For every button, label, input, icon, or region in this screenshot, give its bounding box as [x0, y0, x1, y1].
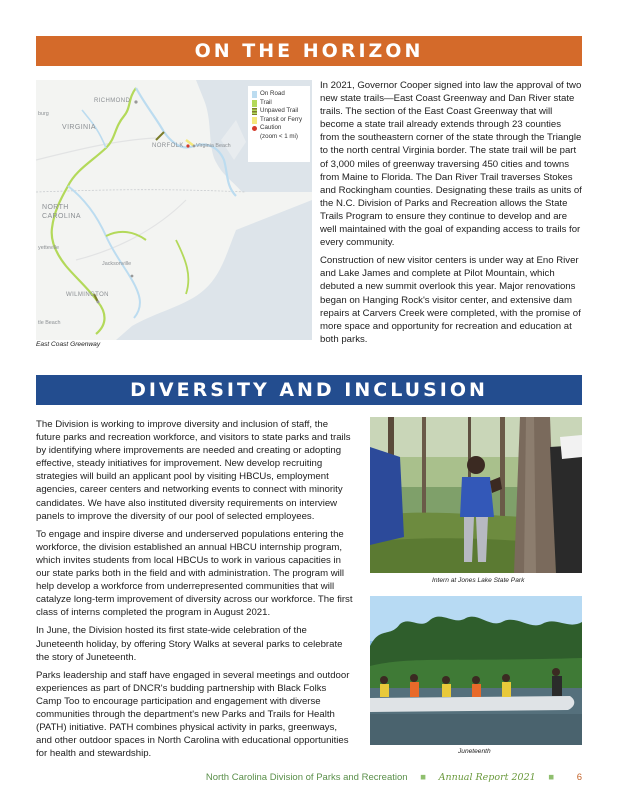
map-label-north: NORTH: [42, 204, 69, 211]
legend-on-road: On Road: [252, 90, 306, 99]
map-label-burg: burg: [38, 111, 49, 117]
map-caption: East Coast Greenway: [36, 341, 101, 348]
legend-unpaved: Unpaved Trail: [252, 107, 306, 116]
map-label-fayetteville: yetteville: [38, 245, 59, 251]
map-label-jacksonville: Jacksonville: [102, 261, 132, 267]
horizon-title: ON THE HORIZON: [194, 40, 424, 62]
map-label-wilmington: WILMINGTON: [66, 292, 109, 298]
diversity-title: DIVERSITY AND INCLUSION: [130, 379, 488, 401]
horizon-paragraph-2: Construction of new visitor centers is under way at Eno River and Lake James and complete at Pilot Mountain, which debuted a new summit overlook this year. Major renovations began on Hanging Rock's visitor center, and extensive dam repairs at Carvers Creek were completed, with the promise of more space and opportunity for recreation and education at both parks.: [320, 255, 581, 345]
footer-org: North Carolina Division of Parks and Recreation: [205, 772, 408, 783]
legend-trail: Trail: [252, 99, 306, 108]
map-label-richmond: RICHMOND: [94, 98, 131, 104]
richmond-dot: [134, 100, 137, 103]
diversity-body: [36, 418, 354, 765]
on-road-swatch-icon: [252, 91, 257, 98]
juneteenth-photo-caption: Juneteenth: [458, 748, 491, 755]
page-footer: [0, 772, 582, 783]
diversity-paragraph-2: To engage and inspire diverse and underserved populations entering the workforce, the division established an annual HBCU internship program, which invites students from local HBCUs to work in various capacities in our state parks both in the field and with administration. The program will help develop a workforce from underrepresented communities that will catalyze long-term improvement of diversity across our workforce. The first class of interns completed the program in August 2021.: [36, 528, 353, 619]
diversity-paragraph-1: The Division is working to improve diversity and inclusion of staff, the future parks and recreation workforce, and visitors to state parks and trails by identifying where improvements are needed and creating or adopting effective, steady initiatives for improvement. New develop recruiting strategies will build an applicant pool by visiting HBCUs, employment agencies, career centers and networking events to connect with minority candidates. We have also instituted diversity requirements on interview panels to improve the diversity of our pool of selected employees.: [36, 419, 351, 522]
footer-separator-2: ■: [548, 772, 555, 783]
caution-marker: [186, 144, 189, 147]
map-label-virginia-beach: Virginia Beach: [196, 143, 231, 149]
unpaved-swatch-icon: [252, 108, 257, 115]
map-label-carolina: CAROLINA: [42, 213, 81, 220]
map-legend: [248, 86, 310, 162]
legend-transit: Transit or Ferry: [252, 116, 306, 125]
horizon-body: [320, 79, 582, 351]
diversity-paragraph-3: In June, the Division hosted its first state-wide celebration of the Juneteenth holiday, by offering Story Walks at several parks to celebrate the story of Juneteenth.: [36, 625, 343, 663]
footer-report-title: Annual Report 2021: [438, 772, 536, 783]
diversity-banner: [36, 375, 582, 405]
map-label-virginia: VIRGINIA: [62, 124, 96, 131]
footer-separator: ■: [420, 772, 426, 783]
caution-swatch-icon: [252, 126, 257, 131]
greenway-triangle-route: [68, 186, 140, 318]
east-coast-greenway-map: [36, 80, 312, 340]
trail-swatch-icon: [252, 100, 257, 107]
intern-photo: [370, 417, 582, 573]
horizon-banner: [36, 36, 582, 66]
juneteenth-photo: [370, 596, 582, 745]
diversity-paragraph-4: Parks leadership and staff have engaged in several meetings and outdoor experiences as part of DNCR's budding partnership with Black Folks Camp Too to encourage participation and engagement with diverse communities through the department's new Parks and Trails for Health (PATH) initiative. PATH combines physical activity in parks, greenways, and other outdoor spaces in North Carolina with educational opportunities for health and stewardship.: [36, 669, 350, 760]
intern-photo-caption: Intern at Jones Lake State Park: [432, 577, 525, 584]
page-number: 6: [576, 772, 582, 783]
transit-swatch-icon: [252, 117, 257, 124]
legend-caution: Caution: [252, 124, 306, 133]
legend-caution-note: (zoom < 1 mi): [260, 132, 298, 140]
map-label-norfolk: NORFOLK: [152, 143, 184, 149]
horizon-paragraph-1: In 2021, Governor Cooper signed into law the approval of two new state trails—East Coast Greenway and Dan River state trails. The section of the East Coast Greenway that will become a state trail already extends through 23 counties from the southeastern corner of the state through the Triangle to the north central Virginia border. The state trail will be part of 3,000 miles of greenway traversing 450 cities and towns from Maine to Florida. The Dan River Trail traverses Stokes and Rockingham counties. Designating these trails as units of the N.C. Division of Parks and Recreation allows the State Trails Program to ensure they continue to develop and are well maintained with the goal of expanding access to trails for every community.: [320, 80, 582, 249]
map-label-beach: tle Beach: [38, 320, 61, 326]
